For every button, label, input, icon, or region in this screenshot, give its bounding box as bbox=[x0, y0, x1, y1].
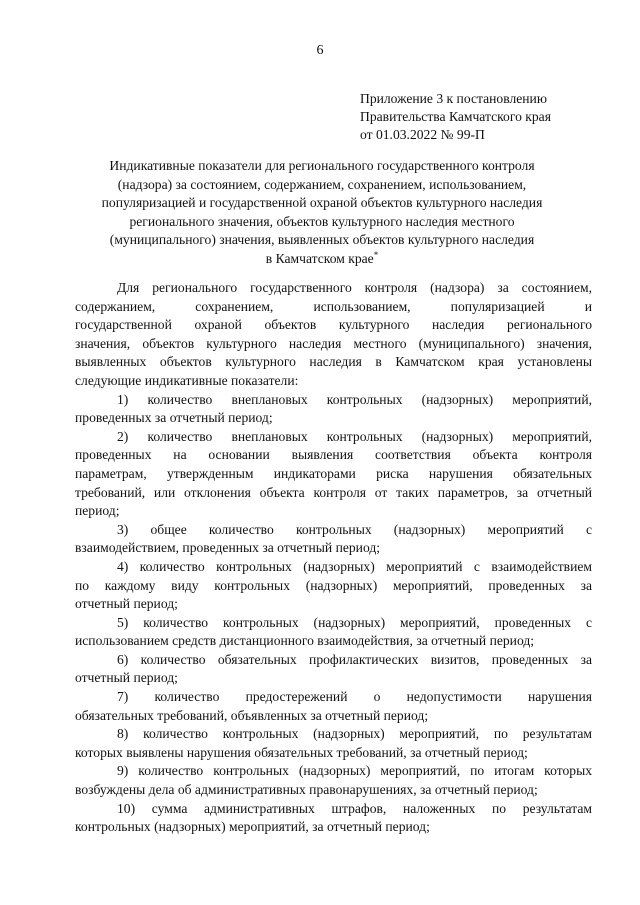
paragraph-line: 2) количество внеплановых контрольных (надзорных) мероприятий, bbox=[117, 428, 592, 444]
title-line: Индикативные показатели для регионального государственного контроля bbox=[109, 158, 535, 173]
footnote-mark: * bbox=[373, 249, 379, 260]
document-body bbox=[75, 279, 592, 837]
paragraph-line: проведенных на основании выявления соответствия объекта контроля bbox=[75, 447, 592, 463]
indicator-7 bbox=[75, 688, 592, 725]
paragraph-line: 6) количество обязательных профилактических визитов, проведенных за bbox=[117, 651, 592, 667]
title-line: регионального значения, объектов культурного наследия местного bbox=[129, 213, 515, 229]
indicator-6 bbox=[75, 651, 592, 688]
paragraph-line: контрольных (надзорных) мероприятий, за отчетный период; bbox=[75, 819, 430, 835]
paragraph-line: взаимодействием, проведенных за отчетный период; bbox=[75, 540, 381, 556]
paragraph-line: 9) количество контрольных (надзорных) мероприятий, по итогам которых bbox=[117, 763, 592, 779]
appendix-line: Приложение 3 к постановлению bbox=[360, 91, 547, 106]
indicator-8 bbox=[75, 725, 592, 762]
paragraph-line: возбуждены дела об административных правонарушениях, за отчетный период; bbox=[75, 782, 538, 798]
indicator-10 bbox=[75, 800, 592, 837]
paragraph-line: значения, объектов культурного наследия местного (муниципального) значения, bbox=[75, 335, 592, 351]
paragraph-line: 8) количество контрольных (надзорных) мероприятий, по результатам bbox=[117, 726, 592, 742]
paragraph-line: период; bbox=[75, 503, 120, 519]
paragraph-line: отчетный период; bbox=[75, 596, 178, 612]
paragraph-line: 4) количество контрольных (надзорных) мероприятий с взаимодействием bbox=[117, 558, 592, 574]
appendix-header bbox=[360, 90, 551, 144]
paragraph-line: использованием средств дистанционного взаимодействия, за отчетный период; bbox=[75, 633, 535, 649]
paragraph-line: Для регионального государственного контроля (надзора) за состоянием, bbox=[117, 280, 592, 295]
paragraph-line: следующие индикативные показатели: bbox=[75, 372, 299, 388]
intro-paragraph bbox=[75, 279, 592, 391]
paragraph-line: выявленных объектов культурного наследия в Камчатском края установлены bbox=[75, 354, 592, 370]
paragraph-line: обязательных требований, объявленных за отчетный период; bbox=[75, 707, 429, 723]
paragraph-line: которых выявлены нарушения обязательных требований, за отчетный период; bbox=[75, 744, 528, 760]
indicator-2 bbox=[75, 428, 592, 521]
appendix-line: Правительства Камчатского края bbox=[360, 109, 551, 124]
title-line bbox=[80, 250, 564, 269]
page-number: 6 bbox=[316, 43, 324, 58]
paragraph-line: государственной охраной объектов культурного наследия регионального bbox=[75, 317, 592, 333]
paragraph-line: проведенных за отчетный период; bbox=[75, 410, 273, 426]
document-title bbox=[80, 157, 564, 269]
indicator-4 bbox=[75, 558, 592, 614]
paragraph-line: 10) сумма административных штрафов, наложенных по результатам bbox=[117, 800, 592, 816]
paragraph-line: 3) общее количество контрольных (надзорных) мероприятий с bbox=[117, 521, 592, 537]
paragraph-line: 7) количество предостережений о недопустимости нарушения bbox=[117, 689, 592, 705]
paragraph-line: содержанием, сохранением, использованием, популяризацией и bbox=[75, 298, 592, 314]
title-last-text: в Камчатском крае bbox=[265, 250, 374, 266]
title-line: (муниципального) значения, выявленных объектов культурного наследия bbox=[109, 232, 535, 248]
indicator-5 bbox=[75, 614, 592, 651]
title-line: популяризацией и государственной охраной объектов культурного наследия bbox=[101, 195, 543, 211]
indicator-1 bbox=[75, 391, 592, 428]
paragraph-line: 5) количество контрольных (надзорных) мероприятий, проведенных с bbox=[117, 614, 592, 630]
indicator-3 bbox=[75, 521, 592, 558]
paragraph-line: отчетный период; bbox=[75, 670, 178, 686]
paragraph-line: по каждому виду контрольных (надзорных) мероприятий, проведенных за bbox=[75, 577, 592, 593]
indicator-9 bbox=[75, 762, 592, 799]
paragraph-line: параметрам, утвержденным индикаторами риска нарушения обязательных bbox=[75, 465, 592, 481]
paragraph-line: требований, или отклонения объекта контроля от таких параметров, за отчетный bbox=[75, 484, 592, 500]
title-line: (надзора) за состоянием, содержанием, сохранением, использованием, bbox=[117, 176, 527, 192]
paragraph-line: 1) количество внеплановых контрольных (надзорных) мероприятий, bbox=[117, 391, 592, 407]
appendix-line: от 01.03.2022 № 99-П bbox=[360, 127, 485, 142]
